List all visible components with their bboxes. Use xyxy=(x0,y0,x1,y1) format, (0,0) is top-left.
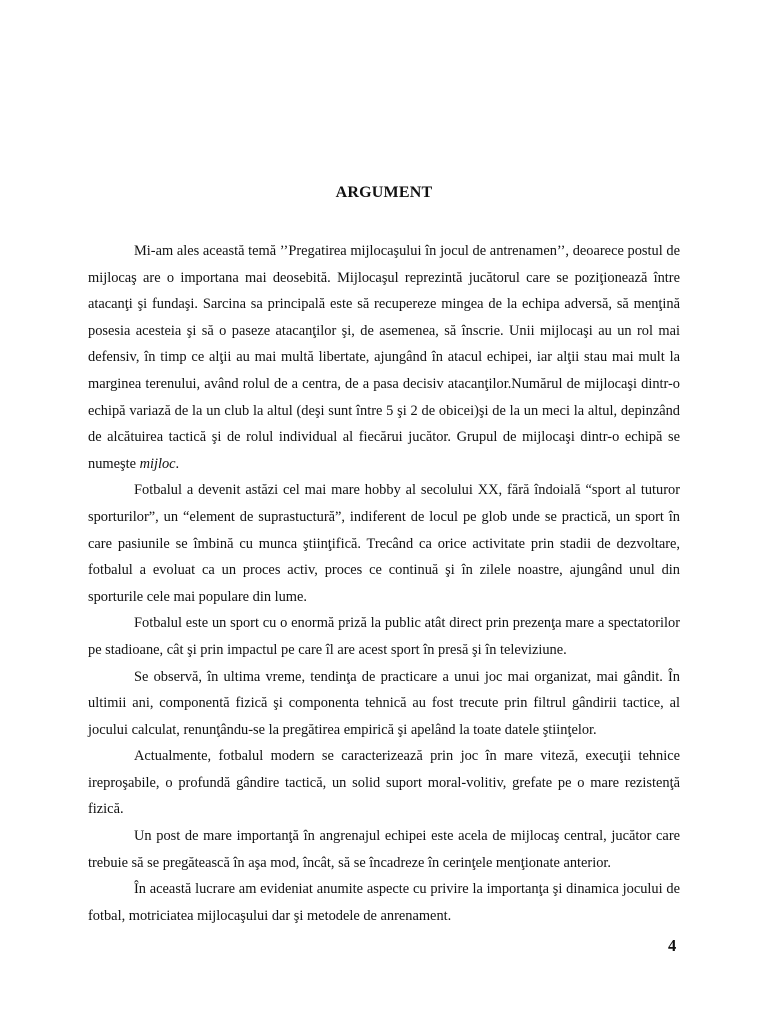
paragraph-3: Fotbalul este un sport cu o enormă priză la public atât direct prin prezenţa mare a spectatorilor pe stadioane, cât şi prin impactul pe care îl are acest sport în presă şi în televiziune. xyxy=(88,615,680,658)
paragraph-1 xyxy=(88,238,680,477)
document-body xyxy=(88,238,680,929)
page-title: ARGUMENT xyxy=(335,184,433,201)
page-number: 4 xyxy=(668,936,677,955)
paragraph-4: Se observă, în ultima vreme, tendinţa de practicare a unui joc mai organizat, mai gândit. În ultimii ani, componentă fizică şi componenta tehnică au fost trecute prin filtrul gândirii tactice, al jocului calculat, renunţându-se la pregătirea empirică şi apelând la toate datele ştiinţelor. xyxy=(88,668,680,738)
paragraph-7: În această lucrare am evideniat anumite aspecte cu privire la importanţa şi dinamica jocului de fotbal, motriciatea mijlocaşului dar şi metodele de anrenament. xyxy=(88,881,680,924)
paragraph-1-end: . xyxy=(175,455,180,472)
paragraph-6: Un post de mare importanţă în angrenajul echipei este acela de mijlocaş central, jucător care trebuie să se pregătească în aşa mod, încât, să se încadreze în cerinţele menţionate anterior. xyxy=(88,828,680,871)
paragraph-5: Actualmente, fotbalul modern se caracterizează prin joc în mare viteză, execuţii tehnice ireproşabile, o profundă gândire tactică, un solid suport moral-volitiv, grefate pe o mare rezistenţă fizică. xyxy=(88,748,680,818)
paragraph-1-text: Mi-am ales această temă ’’Pregatirea mijlocaşului în jocul de antrenamen’’, deoarece postul de mijlocaş are o importana mai deosebită. Mijlocaşul reprezintă jucătorul care se poziţionează între atacanţi şi fundaşi. Sarcina sa principală este să recupereze mingea de la echipa adversă, să menţină posesia acesteia şi să o paseze atacanţilor şi, de asemenea, să înscrie. Unii mijlocaşi au un rol mai defensiv, în timp ce alţii au mai multă libertate, ajungând în atacul echipei, iar alţii stau mai mult la marginea terenului, având rolul de a centra, de a pasa decisiv atacanţilor.Numărul de mijlocaşi dintr-o echipă variază de la un club la altul (deşi sunt între 5 şi 2 de obicei)şi de la un meci la altul, depinzând de alcătuirea tactică şi de rolul individual al fiecărui jucător. Grupul de mijlocaşi dintr-o echipă se numeşte xyxy=(88,243,680,472)
paragraph-2: Fotbalul a devenit astăzi cel mai mare hobby al secolului XX, fără îndoială “sport al tuturor sporturilor”, un “element de suprastuctură”, indiferent de locul pe glob unde se practică, un sport în care pasiunile se îmbină cu munca ştiinţifică. Trecând ca orice activitate prin stadii de dezvoltare, fotbalul a evoluat ca un proces activ, proces ce continuă şi în zilele noastre, ajungând unul din sporturile cele mai populare din lume. xyxy=(88,482,680,605)
paragraph-1-emphasis: mijloc xyxy=(139,455,176,472)
